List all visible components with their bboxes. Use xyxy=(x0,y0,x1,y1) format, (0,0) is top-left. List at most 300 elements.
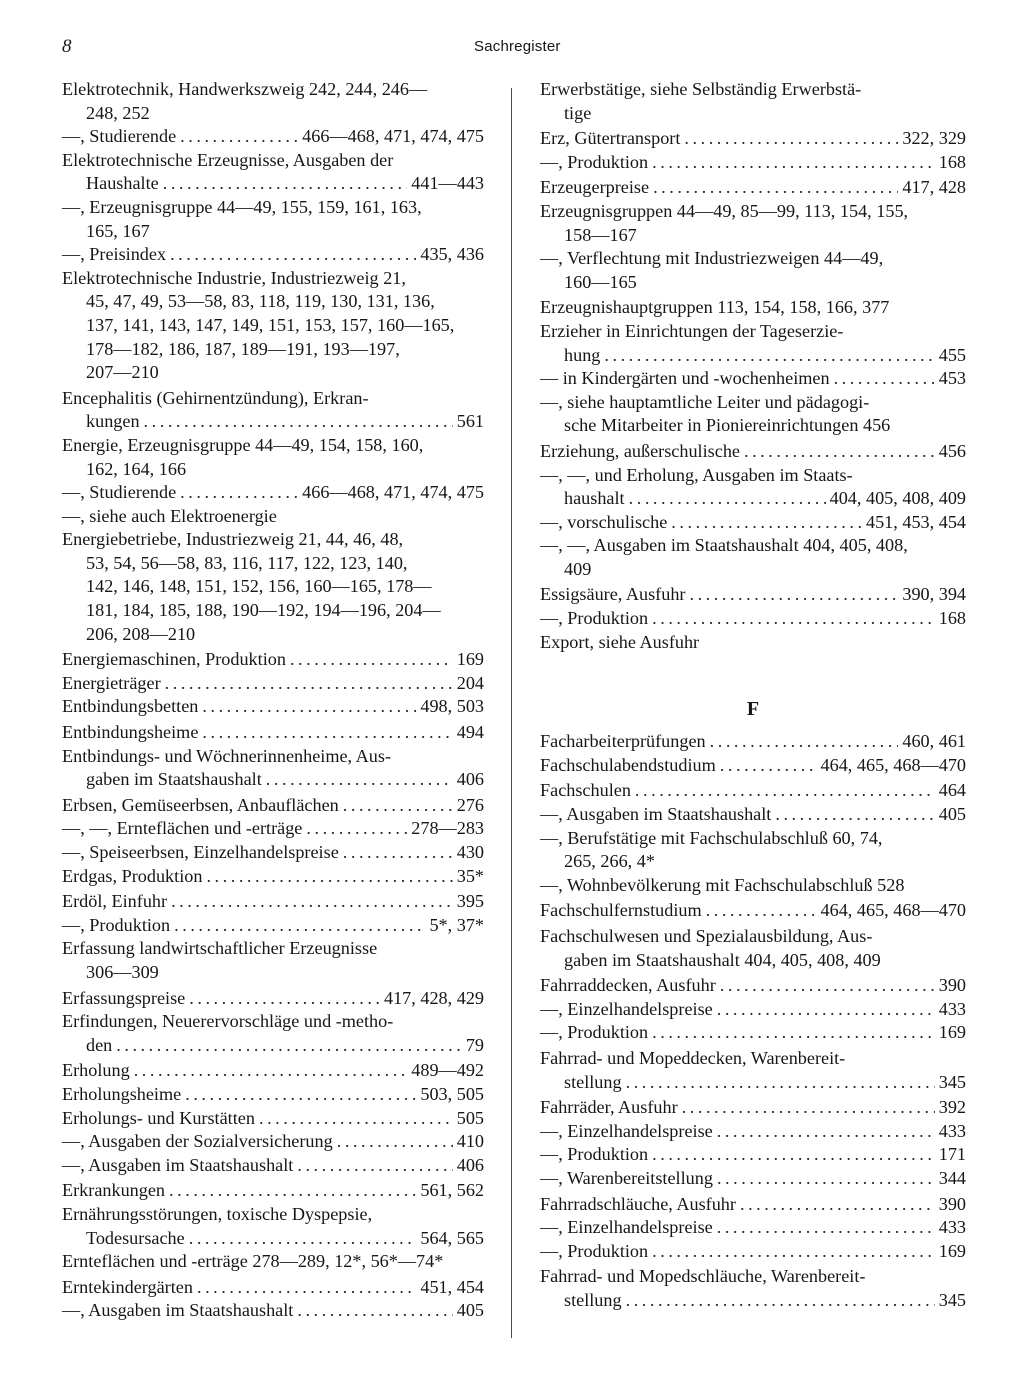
entry-text: 160—165 xyxy=(564,271,637,292)
index-entry xyxy=(540,464,966,488)
dot-leader xyxy=(180,481,298,505)
dot-leader xyxy=(290,648,453,672)
index-entry xyxy=(540,1216,966,1240)
index-entry xyxy=(62,890,484,914)
dot-leader xyxy=(710,730,899,754)
dot-leader xyxy=(170,243,416,267)
index-entry xyxy=(62,1154,484,1178)
index-entry xyxy=(62,172,484,196)
entry-text: sche Mitarbeiter in Pioniereinrichtungen 456 xyxy=(564,415,891,436)
index-entry xyxy=(540,974,966,998)
entry-term: —, Warenbereitstellung xyxy=(540,1167,713,1188)
dot-leader xyxy=(652,1240,935,1264)
index-entry xyxy=(62,1250,484,1274)
entry-text: 409 xyxy=(564,558,592,579)
dot-leader xyxy=(134,1059,408,1083)
index-entry xyxy=(540,511,966,535)
index-entry xyxy=(540,344,966,368)
index-entry xyxy=(540,367,966,391)
entry-text: Elektrotechnische Erzeugnisse, Ausgaben der xyxy=(62,149,394,170)
entry-term: Erbsen, Gemüseerbsen, Anbauflächen xyxy=(62,794,339,815)
index-entry xyxy=(62,290,484,314)
dot-leader xyxy=(604,344,934,368)
index-entry xyxy=(540,271,966,295)
dot-leader xyxy=(163,172,408,196)
entry-term: Erntekindergärten xyxy=(62,1276,193,1297)
index-entry xyxy=(62,243,484,267)
entry-pages: 441—443 xyxy=(411,173,484,194)
index-entry xyxy=(62,961,484,985)
entry-pages: 451, 454 xyxy=(420,1276,484,1297)
dot-leader xyxy=(626,1071,935,1095)
index-entry xyxy=(540,127,966,151)
entry-pages: 564, 565 xyxy=(420,1227,484,1248)
dot-leader xyxy=(266,768,453,792)
entry-term: Erdöl, Einfuhr xyxy=(62,891,168,912)
entry-text: Fahrrad- und Mopedschläuche, Warenbereit- xyxy=(540,1266,866,1287)
column-divider xyxy=(511,88,512,1338)
index-entry xyxy=(540,607,966,631)
entry-text: 265, 266, 4* xyxy=(564,851,655,872)
entry-text: —, —, und Erholung, Ausgaben im Staats- xyxy=(540,464,853,485)
entry-term: —, Produktion xyxy=(540,1144,649,1165)
entry-pages: 168 xyxy=(938,151,966,172)
dot-leader xyxy=(652,1143,935,1167)
index-entry xyxy=(540,320,966,344)
index-entry xyxy=(540,391,966,415)
index-entry xyxy=(62,196,484,220)
dot-leader xyxy=(165,672,453,696)
entry-text: 137, 141, 143, 147, 149, 151, 153, 157, 160—165, xyxy=(86,314,455,335)
entry-pages: 392 xyxy=(938,1097,966,1118)
index-entry xyxy=(62,314,484,338)
entry-text: 45, 47, 49, 53—58, 83, 118, 119, 130, 131, 136, xyxy=(86,291,435,312)
dot-leader xyxy=(297,1154,452,1178)
entry-pages: 169 xyxy=(938,1240,966,1261)
entry-term: kungen xyxy=(86,411,140,432)
entry-text: Energiebetriebe, Industriezweig 21, 44, 46, 48, xyxy=(62,529,404,550)
entry-text: 207—210 xyxy=(86,362,159,383)
entry-pages: 433 xyxy=(938,1217,966,1238)
index-entry xyxy=(62,841,484,865)
entry-pages: 464, 465, 468—470 xyxy=(820,900,966,921)
index-entry xyxy=(540,1143,966,1167)
entry-pages: 390 xyxy=(938,1193,966,1214)
entry-pages: 204 xyxy=(456,672,484,693)
entry-term: Fachschulfernstudium xyxy=(540,900,702,921)
entry-pages: 503, 505 xyxy=(420,1083,484,1104)
entry-pages: 561, 562 xyxy=(420,1180,484,1201)
entry-pages: 417, 428, 429 xyxy=(383,987,484,1008)
index-entry xyxy=(540,247,966,271)
entry-text: Erzeugnishauptgruppen 113, 154, 158, 166, 377 xyxy=(540,297,890,318)
entry-pages: 464, 465, 468—470 xyxy=(820,754,966,775)
dot-leader xyxy=(717,1167,935,1191)
dot-leader xyxy=(775,803,934,827)
entry-term: Erholungs- und Kurstätten xyxy=(62,1107,255,1128)
index-entry xyxy=(540,631,966,655)
entry-text: 178—182, 186, 187, 189—191, 193—197, xyxy=(86,338,400,359)
index-entry xyxy=(62,125,484,149)
index-entry xyxy=(540,102,966,126)
index-entry xyxy=(62,410,484,434)
dot-leader xyxy=(720,974,935,998)
entry-text: —, Wohnbevölkerung mit Fachschulabschluß 528 xyxy=(540,874,905,895)
index-entry xyxy=(540,925,966,949)
dot-leader xyxy=(259,1107,453,1131)
entry-term: —, Einzelhandelspreise xyxy=(540,1217,713,1238)
index-entry xyxy=(62,865,484,889)
entry-text: 53, 54, 56—58, 83, 116, 117, 122, 123, 140, xyxy=(86,552,408,573)
entry-text: Export, siehe Ausfuhr xyxy=(540,631,700,652)
entry-pages: 455 xyxy=(938,344,966,365)
entry-pages: 168 xyxy=(938,608,966,629)
entry-term: stellung xyxy=(564,1071,622,1092)
entry-pages: 405 xyxy=(938,804,966,825)
index-entry xyxy=(540,1289,966,1313)
entry-term: —, Ausgaben der Sozialversicherung xyxy=(62,1131,333,1152)
dot-leader xyxy=(202,721,452,745)
entry-pages: 417, 428 xyxy=(902,177,966,198)
index-entry xyxy=(62,1227,484,1251)
dot-leader xyxy=(740,1193,935,1217)
index-entry xyxy=(62,1179,484,1203)
entry-pages: 344 xyxy=(938,1167,966,1188)
index-entry xyxy=(62,267,484,291)
entry-term: Fahrraddecken, Ausfuhr xyxy=(540,975,716,996)
entry-term: Energieträger xyxy=(62,672,161,693)
entry-text: 165, 167 xyxy=(86,220,150,241)
index-entry xyxy=(540,1167,966,1191)
entry-pages: 276 xyxy=(456,794,484,815)
entry-term: Erziehung, außerschulische xyxy=(540,440,740,461)
entry-term: Todesursache xyxy=(86,1227,185,1248)
entry-pages: 278—283 xyxy=(411,818,484,839)
entry-term: —, Einzelhandelspreise xyxy=(540,1120,713,1141)
entry-text: Erfassung landwirtschaftlicher Erzeugnisse xyxy=(62,938,378,959)
index-entry xyxy=(62,481,484,505)
entry-text: 142, 146, 148, 151, 152, 156, 160—165, 178— xyxy=(86,576,432,597)
index-entry xyxy=(62,1010,484,1034)
dot-leader xyxy=(206,865,452,889)
index-entry xyxy=(62,987,484,1011)
entry-term: Entbindungsheime xyxy=(62,722,199,743)
entry-pages: 498, 503 xyxy=(420,696,484,717)
index-entry xyxy=(62,528,484,552)
dot-leader xyxy=(343,841,453,865)
index-entry xyxy=(540,440,966,464)
entry-pages: 464 xyxy=(938,780,966,801)
entry-pages: 405 xyxy=(456,1300,484,1321)
entry-term: Fahrräder, Ausfuhr xyxy=(540,1097,678,1118)
entry-pages: 435, 436 xyxy=(420,244,484,265)
entry-term: —, Produktion xyxy=(540,608,649,629)
index-entry xyxy=(540,224,966,248)
index-entry xyxy=(62,552,484,576)
index-entry xyxy=(540,998,966,1022)
dot-leader xyxy=(171,890,453,914)
entry-pages: 433 xyxy=(938,998,966,1019)
entry-pages: 79 xyxy=(465,1034,484,1055)
index-entry xyxy=(62,817,484,841)
entry-text: 181, 184, 185, 188, 190—192, 194—196, 204— xyxy=(86,600,441,621)
entry-pages: 561 xyxy=(456,411,484,432)
index-entry xyxy=(62,672,484,696)
index-entry xyxy=(540,1021,966,1045)
index-entry xyxy=(540,949,966,973)
entry-pages: 395 xyxy=(456,891,484,912)
entry-pages: 35* xyxy=(456,865,484,886)
index-entry xyxy=(540,151,966,175)
index-entry xyxy=(540,1047,966,1071)
index-entry xyxy=(62,937,484,961)
index-entry xyxy=(62,505,484,529)
dot-leader xyxy=(189,987,380,1011)
entry-text: tige xyxy=(564,102,592,123)
entry-term: —, Produktion xyxy=(540,1022,649,1043)
dot-leader xyxy=(185,1083,416,1107)
entry-term: Erdgas, Produktion xyxy=(62,865,203,886)
entry-text: Encephalitis (Gehirnentzündung), Erkran- xyxy=(62,387,369,408)
index-entry xyxy=(62,648,484,672)
dot-leader xyxy=(682,1096,935,1120)
entry-term: — in Kindergärten und -wochenheimen xyxy=(540,368,830,389)
entry-pages: 404, 405, 408, 409 xyxy=(829,488,966,509)
entry-pages: 453 xyxy=(938,368,966,389)
index-entry xyxy=(540,200,966,224)
entry-text: Fahrrad- und Mopeddecken, Warenbereit- xyxy=(540,1047,846,1068)
index-entry xyxy=(62,220,484,244)
index-entry xyxy=(62,102,484,126)
entry-term: Erkrankungen xyxy=(62,1180,166,1201)
index-entry xyxy=(62,695,484,719)
index-entry xyxy=(62,768,484,792)
entry-text: —, Erzeugnisgruppe 44—49, 155, 159, 161, 163, xyxy=(62,196,422,217)
entry-term: den xyxy=(86,1034,113,1055)
entry-term: —, Einzelhandelspreise xyxy=(540,998,713,1019)
entry-term: —, Ausgaben im Staatshaushalt xyxy=(62,1154,294,1175)
index-entry xyxy=(62,1034,484,1058)
entry-pages: 451, 453, 454 xyxy=(865,511,966,532)
dot-leader xyxy=(689,583,898,607)
dot-leader xyxy=(652,1021,935,1045)
dot-leader xyxy=(652,607,935,631)
entry-pages: 433 xyxy=(938,1120,966,1141)
entry-text: —, Verflechtung mit Industriezweigen 44—49, xyxy=(540,248,884,269)
entry-term: Entbindungsbetten xyxy=(62,696,199,717)
entry-text: Erwerbstätige, siehe Selbständig Erwerbstä- xyxy=(540,79,862,99)
entry-term: —, Studierende xyxy=(62,482,177,503)
index-entry xyxy=(62,78,484,102)
index-entry xyxy=(540,78,966,102)
entry-term: hung xyxy=(564,344,601,365)
entry-pages: 345 xyxy=(938,1071,966,1092)
index-entry xyxy=(62,338,484,362)
entry-term: —, —, Ernteflächen und -erträge xyxy=(62,818,303,839)
index-entry xyxy=(540,1240,966,1264)
dot-leader xyxy=(174,914,425,938)
index-entry xyxy=(62,1107,484,1131)
entry-text: Erfindungen, Neuerervorschläge und -metho- xyxy=(62,1011,394,1032)
dot-leader xyxy=(653,176,898,200)
index-entry xyxy=(540,874,966,898)
entry-text: —, siehe hauptamtliche Leiter und pädagogi- xyxy=(540,391,870,412)
index-entry xyxy=(540,1096,966,1120)
entry-pages: 171 xyxy=(938,1144,966,1165)
index-entry xyxy=(540,730,966,754)
entry-term: Fahrradschläuche, Ausfuhr xyxy=(540,1193,736,1214)
entry-term: Facharbeiterprüfungen xyxy=(540,731,706,752)
index-entry xyxy=(62,434,484,458)
index-entry xyxy=(62,1130,484,1154)
entry-term: —, Ausgaben im Staatshaushalt xyxy=(62,1300,294,1321)
entry-term: stellung xyxy=(564,1289,622,1310)
entry-pages: 390 xyxy=(938,975,966,996)
index-entry xyxy=(62,387,484,411)
entry-text: —, —, Ausgaben im Staatshaushalt 404, 405, 408, xyxy=(540,535,908,556)
index-entry xyxy=(540,176,966,200)
entry-term: —, Ausgaben im Staatshaushalt xyxy=(540,804,772,825)
entry-text: gaben im Staatshaushalt 404, 405, 408, 409 xyxy=(564,949,881,970)
entry-pages: 406 xyxy=(456,1154,484,1175)
entry-term: —, Preisindex xyxy=(62,244,167,265)
entry-pages: 410 xyxy=(456,1131,484,1152)
entry-text: Entbindungs- und Wöchnerinnenheime, Aus- xyxy=(62,745,391,766)
index-entry xyxy=(540,1071,966,1095)
entry-pages: 466—468, 471, 474, 475 xyxy=(302,482,484,503)
index-entry xyxy=(540,803,966,827)
dot-leader xyxy=(343,794,453,818)
entry-term: Energiemaschinen, Produktion xyxy=(62,649,286,670)
index-entry xyxy=(540,296,966,320)
dot-leader xyxy=(116,1034,462,1058)
entry-pages: 466—468, 471, 474, 475 xyxy=(302,126,484,147)
entry-term: Erfassungspreise xyxy=(62,987,186,1008)
index-entry xyxy=(540,827,966,851)
dot-leader xyxy=(635,779,935,803)
dot-leader xyxy=(197,1276,416,1300)
index-entry xyxy=(540,1120,966,1144)
dot-leader xyxy=(306,817,407,841)
entry-pages: 322, 329 xyxy=(902,128,966,149)
index-entry xyxy=(540,779,966,803)
dot-leader xyxy=(297,1299,452,1323)
entry-text: Ernährungsstörungen, toxische Dyspepsie, xyxy=(62,1203,373,1224)
entry-term: Erholungsheime xyxy=(62,1083,182,1104)
dot-leader xyxy=(706,899,817,923)
entry-pages: 169 xyxy=(456,649,484,670)
entry-term: Essigsäure, Ausfuhr xyxy=(540,584,686,605)
index-column-right xyxy=(540,78,966,1313)
index-column-left xyxy=(62,78,484,1323)
entry-term: Fachschulen xyxy=(540,780,631,801)
entry-text: Erzieher in Einrichtungen der Tageserzie- xyxy=(540,320,844,341)
dot-leader xyxy=(626,1289,935,1313)
dot-leader xyxy=(834,367,935,391)
index-entry xyxy=(540,534,966,558)
dot-leader xyxy=(717,998,935,1022)
entry-pages: 489—492 xyxy=(411,1060,484,1081)
entry-text: Energie, Erzeugnisgruppe 44—49, 154, 158, 160, xyxy=(62,434,424,455)
entry-term: gaben im Staatshaushalt xyxy=(86,769,262,790)
dot-leader xyxy=(684,127,898,151)
entry-term: —, Studierende xyxy=(62,126,177,147)
dot-leader xyxy=(652,151,935,175)
index-entry xyxy=(62,914,484,938)
entry-text: 306—309 xyxy=(86,961,159,982)
entry-pages: 345 xyxy=(938,1289,966,1310)
entry-pages: 505 xyxy=(456,1107,484,1128)
index-entry xyxy=(540,850,966,874)
entry-term: —, Produktion xyxy=(62,914,171,935)
index-entry xyxy=(540,899,966,923)
entry-text: —, siehe auch Elektroenergie xyxy=(62,505,277,526)
dot-leader xyxy=(337,1130,453,1154)
index-entry xyxy=(540,1193,966,1217)
section-letter: F xyxy=(746,698,760,721)
index-entry xyxy=(62,149,484,173)
entry-text: Erzeugnisgruppen 44—49, 85—99, 113, 154, 155, xyxy=(540,200,909,221)
dot-leader xyxy=(717,1216,935,1240)
dot-leader xyxy=(202,695,416,719)
entry-pages: 406 xyxy=(456,769,484,790)
entry-text: Ernteflächen und -erträge 278—289, 12*, 56*—74* xyxy=(62,1251,444,1272)
entry-term: —, Speiseerbsen, Einzelhandelspreise xyxy=(62,842,339,862)
index-entry xyxy=(62,575,484,599)
index-entry xyxy=(62,599,484,623)
entry-term: —, vorschulische xyxy=(540,511,668,532)
page-number: 8 xyxy=(62,36,72,57)
dot-leader xyxy=(629,487,826,511)
entry-term: —, Produktion xyxy=(540,151,649,172)
index-entry xyxy=(62,1203,484,1227)
entry-term: Fachschulabendstudium xyxy=(540,754,716,775)
dot-leader xyxy=(744,440,935,464)
index-entry xyxy=(62,794,484,818)
entry-pages: 456 xyxy=(938,440,966,461)
dot-leader xyxy=(180,125,298,149)
entry-pages: 430 xyxy=(456,842,484,862)
entry-text: —, Berufstätige mit Fachschulabschluß 60, 74, xyxy=(540,827,883,848)
index-entry xyxy=(540,583,966,607)
dot-leader xyxy=(169,1179,416,1203)
running-head: Sachregister xyxy=(474,38,561,55)
entry-pages: 169 xyxy=(938,1022,966,1043)
entry-text: Elektrotechnische Industrie, Industriezweig 21, xyxy=(62,267,406,288)
entry-pages: 494 xyxy=(456,722,484,743)
index-entry xyxy=(540,487,966,511)
index-entry xyxy=(62,1299,484,1323)
index-entry xyxy=(540,1265,966,1289)
entry-pages: 390, 394 xyxy=(902,584,966,605)
dot-leader xyxy=(189,1227,417,1251)
entry-text: 162, 164, 166 xyxy=(86,458,187,479)
entry-text: Fachschulwesen und Spezialausbildung, Aus- xyxy=(540,926,873,946)
entry-term: Erz, Gütertransport xyxy=(540,128,681,149)
entry-term: Haushalte xyxy=(86,173,159,194)
entry-term: haushalt xyxy=(564,488,625,509)
dot-leader xyxy=(144,410,453,434)
dot-leader xyxy=(671,511,862,535)
entry-text: 158—167 xyxy=(564,224,637,245)
entry-term: —, Produktion xyxy=(540,1240,649,1261)
index-entry xyxy=(62,1059,484,1083)
index-entry xyxy=(540,414,966,438)
entry-pages: 5*, 37* xyxy=(429,914,484,935)
dot-leader xyxy=(717,1120,935,1144)
index-entry xyxy=(540,754,966,778)
index-entry xyxy=(62,745,484,769)
